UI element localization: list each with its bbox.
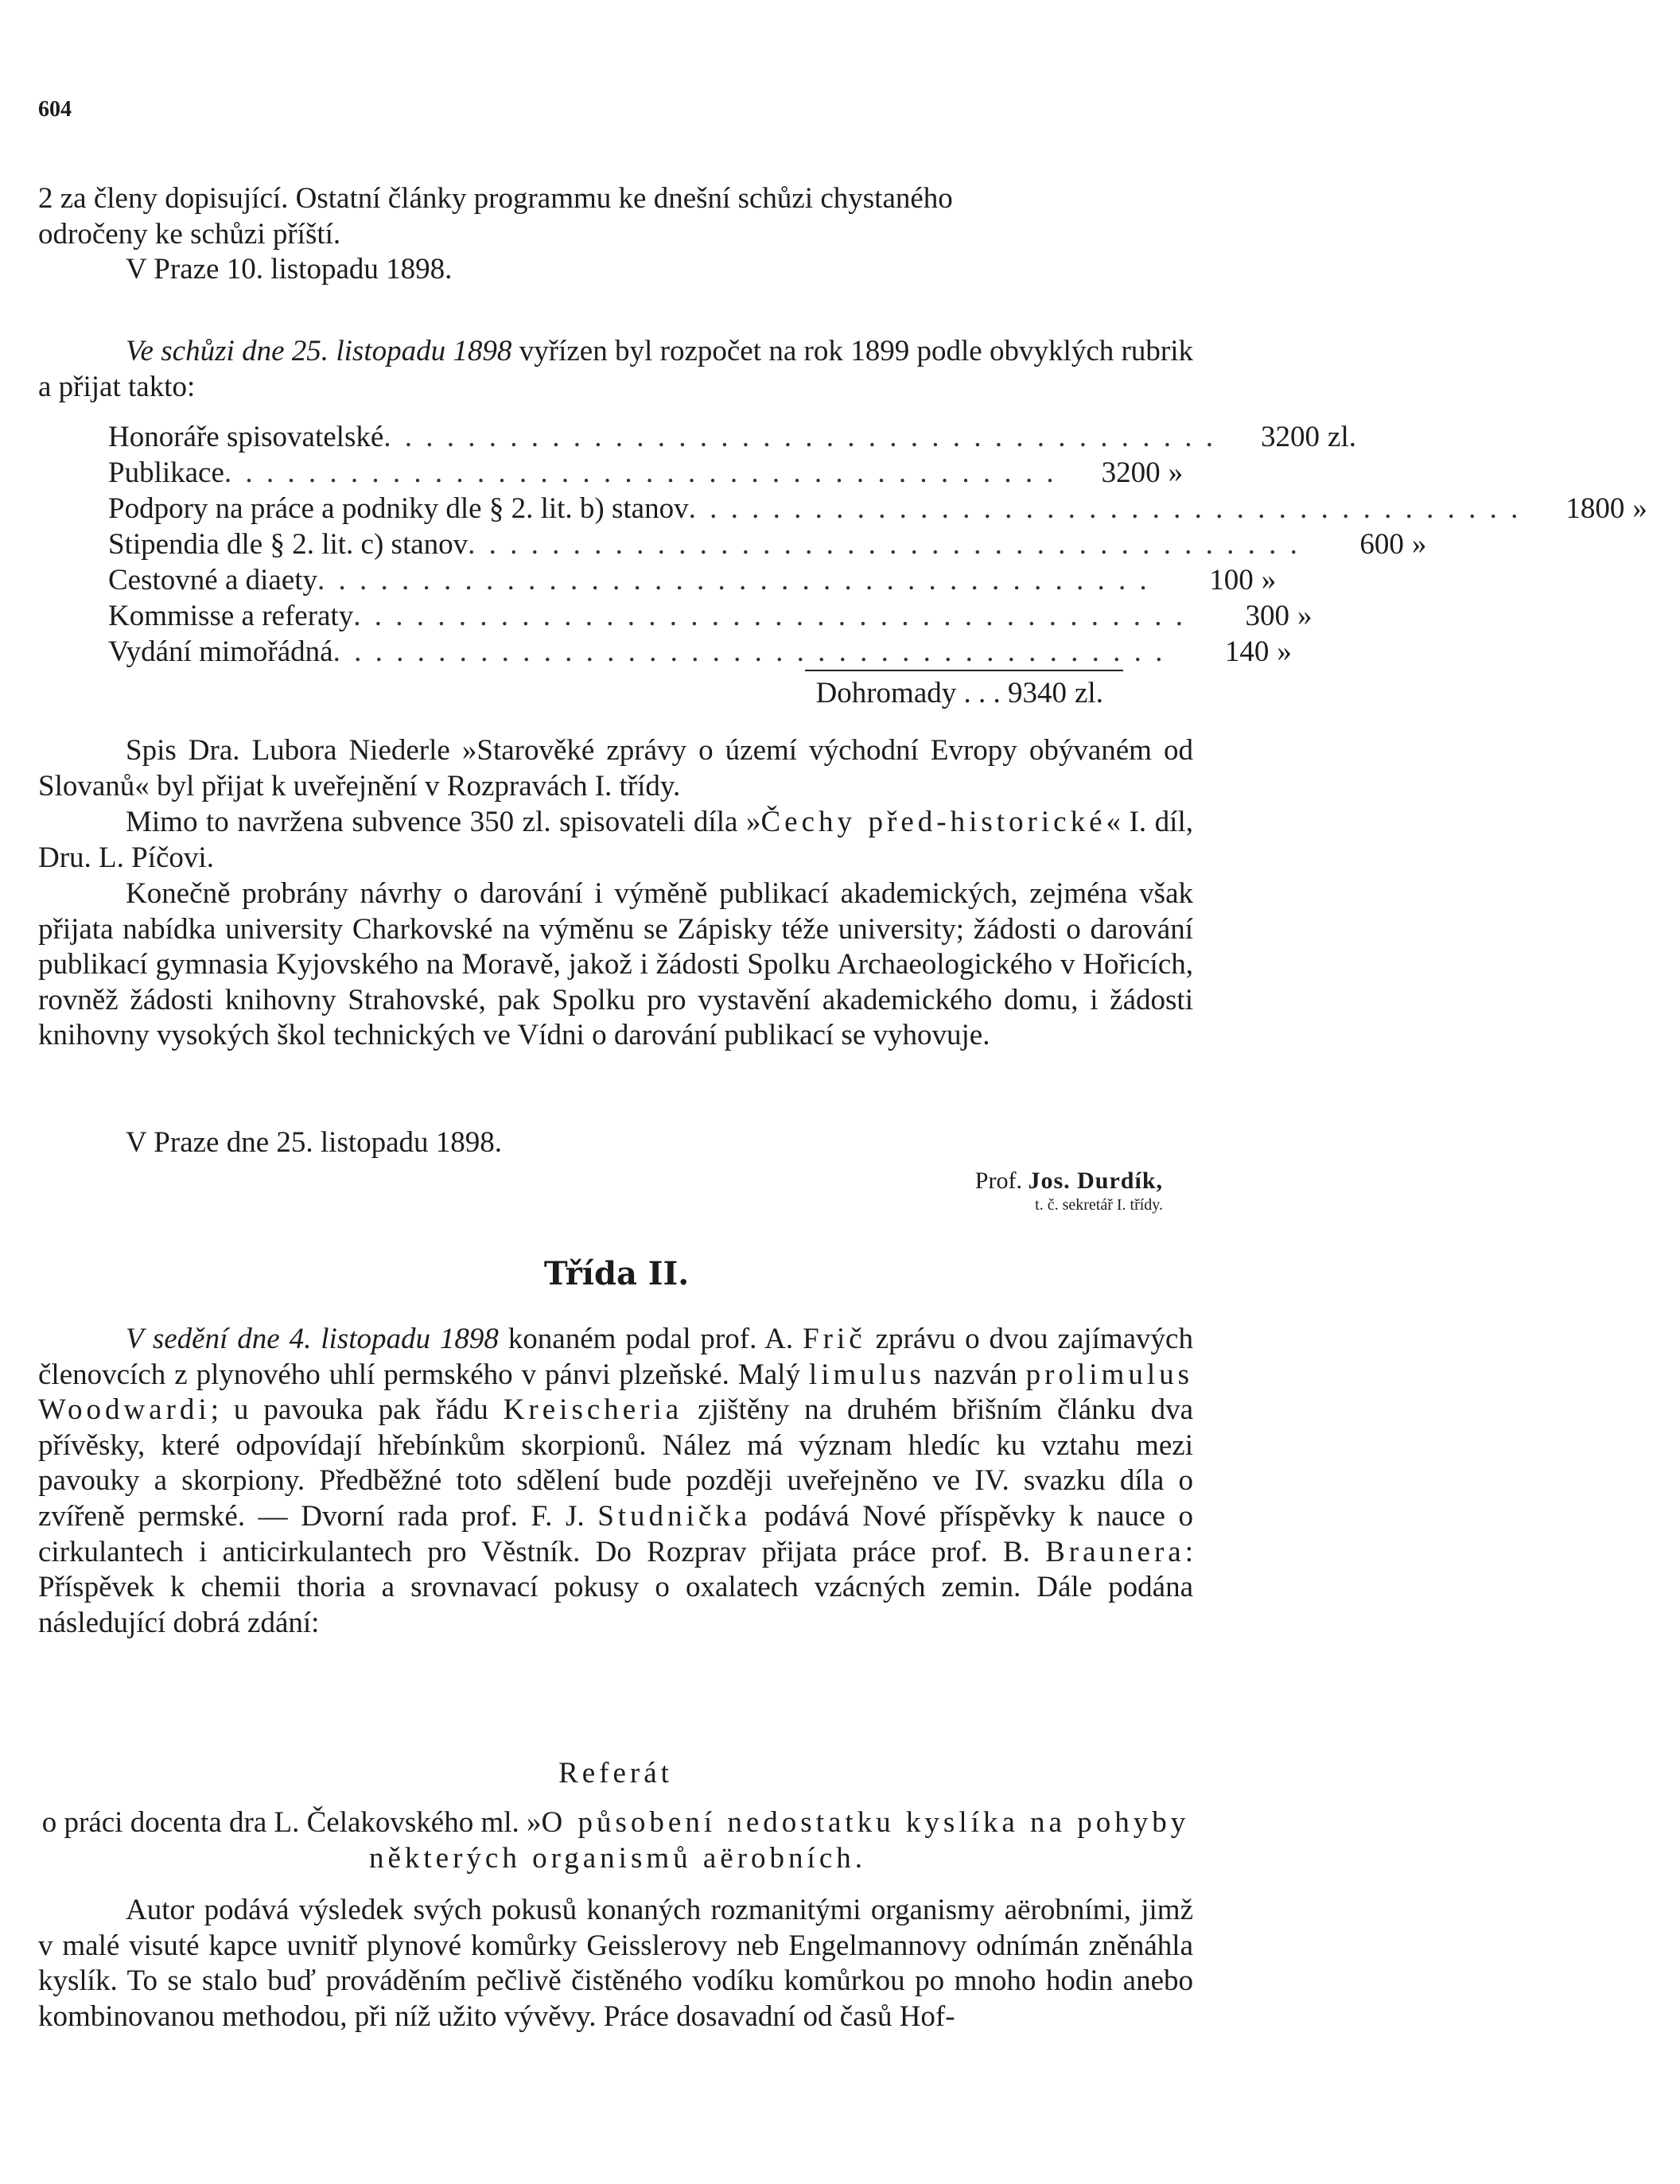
spaced-title: Čechy před-historické (760, 806, 1106, 838)
spaced-term: prolimulus Woodwardi (38, 1358, 1193, 1427)
signature-title: t. č. sekretář I. třídy. (1035, 1196, 1163, 1214)
sum-rule (805, 670, 1123, 671)
referat-paragraph: Autor podává výsledek svých pokusů konaných rozmanitými organismy aërobními, jimž v malé visuté kapce uvnitř plynové komůrky Geisslerovy neb Engelmannovy odnímán zněnáhla kyslík. To se stalo buď prováděním pečlivě čistěného vodíku komůrkou po mnoho hodin anebo kombinovanou methodou, při níž užito vývěvy. Práce dosavadní od časů Hof- (38, 1894, 1193, 2033)
budget-value: 140 (1224, 635, 1270, 668)
budget-value: 300 (1245, 600, 1289, 632)
budget-row (108, 456, 1184, 492)
budget-unit: » (1297, 600, 1312, 632)
subtitle-text: o práci docenta dra L. Čelakovského ml. » (41, 1806, 542, 1839)
budget-row (108, 635, 1292, 670)
spaced-title: O působení nedostatku kyslíka na pohyby některých organismů aërobních (368, 1806, 1190, 1875)
paragraph-text: konaném podal prof. A. (498, 1323, 803, 1355)
budget-total-row (108, 676, 1122, 710)
budget-label: Stipendia dle § 2. lit. c) stanov (108, 528, 469, 561)
budget-label: Podpory na práce a podniky dle § 2. lit. b) stanov (108, 492, 689, 525)
spaced-name: Braunera (1045, 1535, 1185, 1568)
budget-unit: » (1261, 564, 1277, 597)
class-ii-paragraph (38, 1322, 1193, 1641)
referat-subtitle (38, 1805, 1193, 1876)
budget-label: Honoráře spisovatelské (108, 421, 384, 453)
budget-intro-paragraph (38, 334, 1193, 405)
spaced-name: Studnička (597, 1499, 752, 1533)
budget-value: 600 (1359, 528, 1404, 561)
budget-value: 1800 (1565, 492, 1625, 525)
date-line: V Praze 10. listopadu 1898. (126, 253, 453, 286)
total-label: Dohromady (815, 677, 957, 709)
budget-label: Publikace (108, 457, 224, 489)
budget-row (108, 420, 1356, 456)
leader-dots: . . . . . . . . . . . . . . . . . . . . . . . . . . . . . . . . . . . . . . . . (468, 528, 1301, 561)
paragraph-continuation (38, 181, 1193, 288)
total-value: 9340 (1008, 677, 1067, 709)
section-heading: Třída II. (543, 1255, 690, 1292)
budget-label: Cestovné a diaety (108, 564, 318, 597)
spaced-term: limulus (808, 1358, 925, 1391)
page-number: 604 (38, 97, 72, 122)
budget-label: Vydání mimořádná (108, 635, 333, 668)
text-line: 2 za členy dopisující. Ostatní články programmu ke dnešní schůzi chystaného (38, 182, 953, 215)
leader-dots: . . . . . . . . . . . . . . . . . . . . . . . . . . . . . . . . . . . . . . . . (317, 564, 1150, 597)
text-line: odročeny ke schůzi příští. (38, 217, 341, 251)
italic-lead: Ve schůzi dne 25. listopadu 1898 (126, 335, 512, 367)
spaced-term: Kreischeria (503, 1393, 683, 1427)
signature-prefix: Prof. (974, 1168, 1029, 1194)
budget-unit: » (1277, 635, 1292, 668)
date-line: V Praze dne 25. listopadu 1898. (126, 1126, 503, 1159)
exchange-paragraph: Konečně probrány návrhy o darování i výměně publikací akademických, zejména však přijata nabídka university Charkovské na výměnu se Zápisky téže university; žádosti o darování publikací gymnasia Kyjovského na Moravě, jakož i žádosti Spolku Archaeologického v Hořicích, rovněž žádosti knihovny Strahovské, pak Spolku pro vystavění akademického domu, i žádosti knihovny vysokých škol technických ve Vídni o darování publikací se vyhovuje. (38, 877, 1193, 1052)
budget-value: 3200 (1261, 421, 1320, 453)
paragraph-text: : Příspěvek k chemii thoria a srovnavací pokusy o oxalatech vzácných zemin. Dále podána následující dobrá zdání: (38, 1535, 1193, 1639)
leader-dots: . . . . . . . . . . . . . . . . . . . . . . . . . . . . . . . . . . . . . . . . (688, 492, 1522, 525)
italic-lead: V sedění dne 4. listopadu 1898 (126, 1323, 499, 1355)
leader-dots: . . . . . . . . . . . . . . . . . . . . . . . . . . . . . . . . . . . . . . . . (383, 421, 1217, 453)
budget-row (108, 563, 1277, 599)
budget-list (108, 420, 1647, 670)
referat-heading: Referát (558, 1757, 673, 1790)
budget-unit: » (1168, 457, 1184, 489)
budget-row (108, 492, 1647, 527)
budget-value: 3200 (1101, 457, 1161, 489)
budget-unit: » (1411, 528, 1427, 561)
leader-dots: . . . . . . . . . . . . . . . . . . . . . . . . . . . . . . . . . . . . . . . . (224, 457, 1057, 489)
paragraph-text: ; u pavouka pak řádu (210, 1393, 504, 1427)
budget-unit: » (1632, 492, 1647, 525)
paragraph-text: Mimo to navržena subvence 350 zl. spisovateli díla » (126, 806, 761, 838)
budget-unit: zl. (1328, 421, 1356, 453)
leader-dots: . . . . . . . . . . . . . . . . . . . . . . . . . . . . . . . . . . . . . . . . (332, 635, 1166, 668)
signature (975, 1168, 1163, 1214)
total-unit: zl. (1075, 677, 1103, 709)
paragraph-text: vyřízen byl rozpočet na rok 1899 podle obvyklých rubrik a přijat takto: (38, 335, 1193, 403)
paragraph-text: « I. díl, Dru. L. Píčovi. (38, 806, 1193, 874)
subvention-paragraph (38, 805, 1193, 876)
signature-name: Jos. Durdík, (1028, 1168, 1163, 1194)
paragraph-text: podává Nové příspěvky k nauce o cirkulantech i anticirkulantech pro Věstník. Do Rozprav přijata práce prof. B. (38, 1499, 1193, 1568)
niederle-paragraph: Spis Dra. Lubora Niederle »Starověké zprávy o území východní Evropy obývaném od Slovanů« byl přijat k uveřejnění v Rozpravách I. třídy. (38, 734, 1193, 802)
paragraph-text: zjištěny na druhém břišním článku dva přívěsky, které odpovídají hřebínkům skorpionů. Nález má význam hledíc ku vztahu mezi pavouky a skorpiony. Předběžné toto sdělení bude později uveřejněno ve IV. svazku díla o zvířeně permské. — Dvorní rada prof. F. J. (38, 1393, 1193, 1533)
paragraph-text: zprávu o dvou zajímavých členovcích z plynového uhlí permského v pánvi plzeňské. Malý (38, 1323, 1193, 1391)
paragraph-text: nazván (924, 1358, 1026, 1391)
budget-row (108, 599, 1312, 635)
budget-label: Kommisse a referaty (108, 600, 354, 632)
budget-row (108, 527, 1427, 563)
leader-dots: . . . (956, 677, 1008, 709)
subtitle-text: . (854, 1841, 863, 1875)
signature-name-line (975, 1168, 1163, 1195)
spaced-name: Frič (803, 1323, 866, 1355)
leader-dots: . . . . . . . . . . . . . . . . . . . . . . . . . . . . . . . . . . . . . . . . (353, 600, 1186, 632)
budget-value: 100 (1209, 564, 1254, 597)
